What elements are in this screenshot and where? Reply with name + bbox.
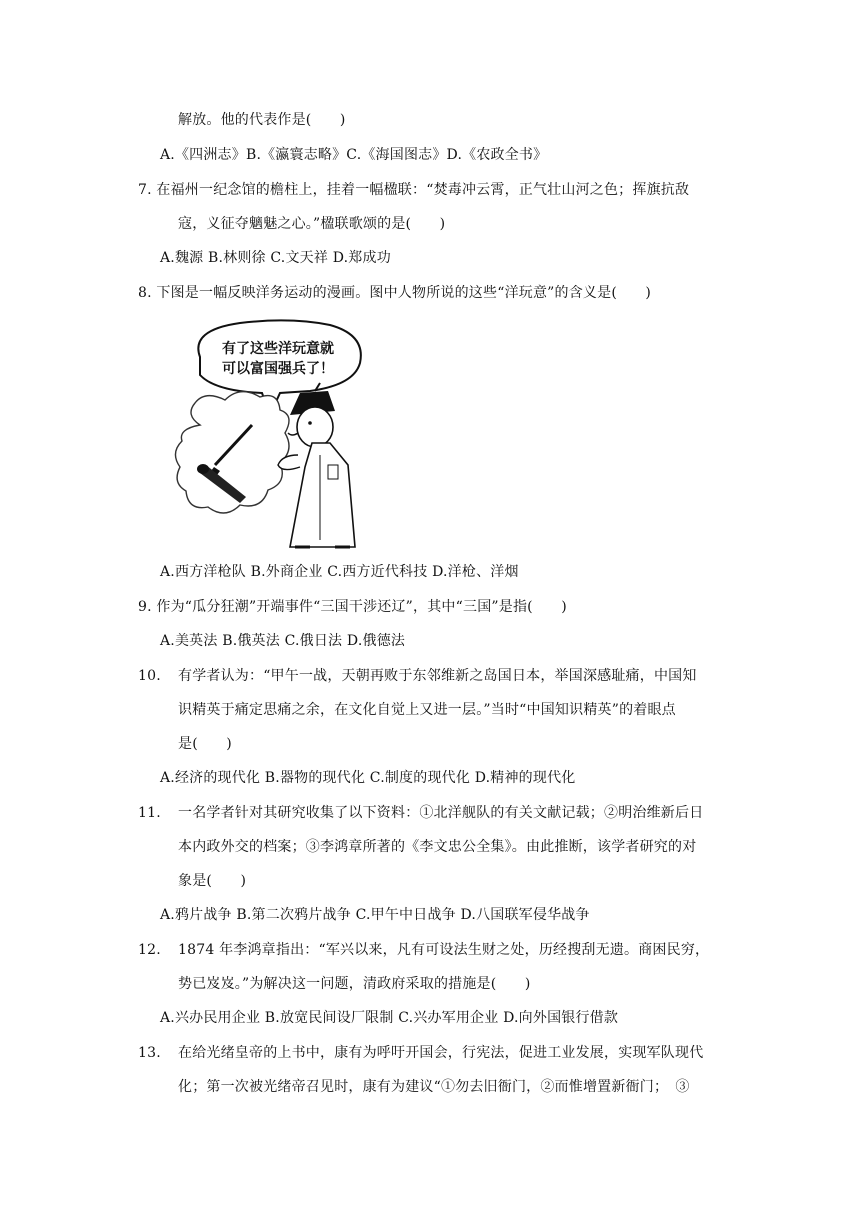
yangwu-cartoon-image	[170, 315, 410, 555]
q11-options: A.鸦片战争 B.第二次鸦片战争 C.甲午中日战争 D.八国联军侵华战争	[160, 907, 590, 923]
q12-options: A.兴办民用企业 B.放宽民间设厂限制 C.兴办军用企业 D.向外国银行借款	[160, 1010, 619, 1026]
q11-line-3: 象是( )	[178, 873, 247, 889]
q13-number: 13.	[138, 1045, 161, 1061]
q7-line-2: 寇，义征夺魑魅之心。”楹联歌颂的是( )	[178, 216, 446, 232]
q8-options: A.西方洋枪队 B.外商企业 C.西方近代科技 D.洋枪、洋烟	[160, 564, 519, 580]
q10-options: A.经济的现代化 B.器物的现代化 C.制度的现代化 D.精神的现代化	[160, 770, 576, 786]
q11-line-2: 本内政外交的档案；③李鸿章所著的《李文忠公全集》。由此推断，该学者研究的对	[178, 839, 697, 855]
q11-line-1: 一名学者针对其研究收集了以下资料：①北洋舰队的有关文献记载；②明治维新后日	[178, 805, 704, 821]
speech-text-line-1: 有了这些洋玩意就	[222, 341, 334, 357]
q11-number: 11.	[138, 805, 161, 821]
q10-line-2: 识精英于痛定思痛之余，在文化自觉上又进一层。”当时“中国知识精英”的着眼点	[178, 702, 676, 718]
speech-text-line-2: 可以富国强兵了！	[222, 361, 334, 377]
q7-options: A.魏源 B.林则徐 C.文天祥 D.郑成功	[160, 250, 391, 266]
q9-line-1: 9. 作为“瓜分狂潮”开端事件“三国干涉还辽”，其中“三国”是指( )	[138, 599, 567, 615]
q10-number: 10.	[138, 668, 161, 684]
qing-official-figure	[278, 383, 355, 547]
q12-line-1: 1874 年李鸿章指出：“军兴以来，凡有可设法生财之处，历经搜刮无遗。商困民穷，	[178, 942, 710, 958]
q8-line-1: 8. 下图是一幅反映洋务运动的漫画。图中人物所说的这些“洋玩意”的含义是( )	[138, 285, 652, 301]
q10-line-3: 是( )	[178, 736, 232, 752]
q13-line-1: 在给光绪皇帝的上书中，康有为呼吁开国会，行宪法，促进工业发展，实现军队现代	[178, 1045, 704, 1061]
q7-line-1: 7. 在福州一纪念馆的檐柱上，挂着一幅楹联：“焚毒冲云霄，正气壮山河之色；挥旗抗敌	[138, 182, 690, 198]
q9-options: A.美英法 B.俄英法 C.俄日法 D.俄德法	[160, 633, 406, 649]
q6-options: A.《四洲志》B.《瀛寰志略》C.《海国图志》D.《农政全书》	[160, 147, 548, 163]
q10-line-1: 有学者认为：“甲午一战，天朝再败于东邻维新之岛国日本，举国深感耻痛，中国知	[178, 668, 697, 684]
q12-number: 12.	[138, 942, 161, 958]
q6-continuation: 解放。他的代表作是( )	[178, 112, 346, 128]
q12-line-2: 势已岌岌。”为解决这一问题，清政府采取的措施是( )	[178, 976, 531, 992]
q13-line-2: 化；第一次被光绪帝召见时，康有为建议“①勿去旧衙门，②而惟增置新衙门； ③	[178, 1079, 690, 1095]
